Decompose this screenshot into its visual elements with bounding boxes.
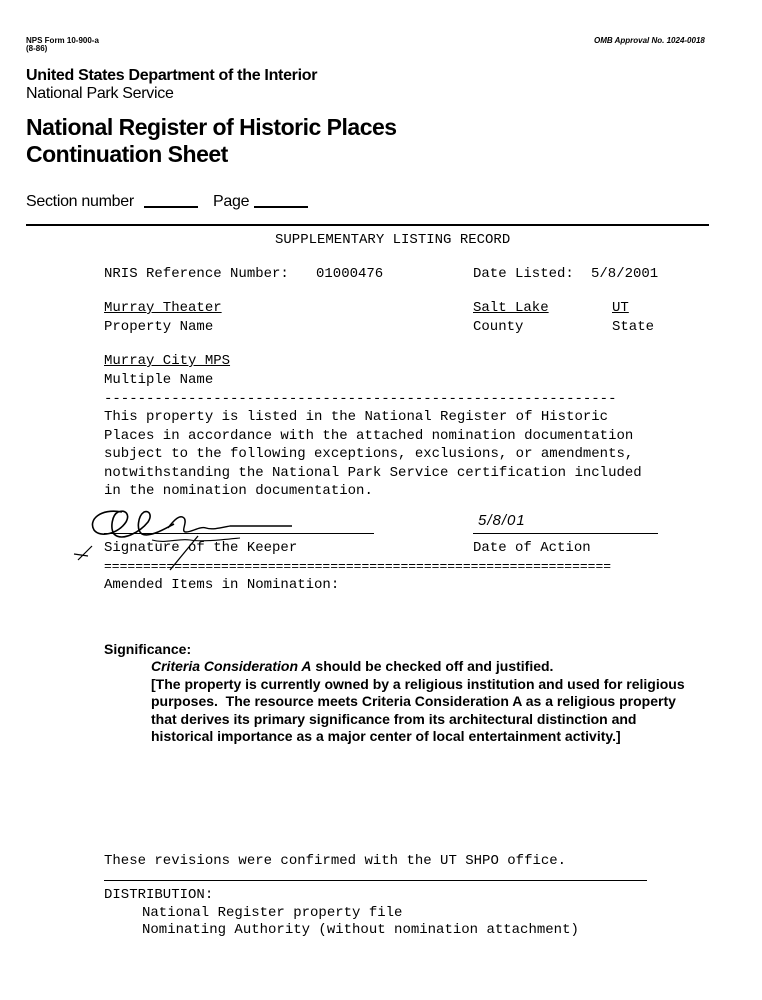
significance-heading: Significance: (104, 641, 192, 657)
significance-line-3: that derives its primary significance from its architectural distinction and (151, 711, 637, 727)
distribution-item-1: National Register property file (142, 905, 403, 921)
significance-line-1: [The property is currently owned by a religious institution and used for religious (151, 676, 685, 692)
property-name: Murray Theater (104, 300, 222, 316)
amended-items-label: Amended Items in Nomination: (104, 577, 340, 593)
omb-approval: OMB Approval No. 1024-0018 (594, 36, 705, 45)
multiple-name-label: Multiple Name (104, 372, 214, 388)
form-number: NPS Form 10-900-a (26, 36, 99, 45)
date-action-label: Date of Action (473, 540, 591, 556)
form-revision: (8-86) (26, 44, 48, 53)
distribution-divider (104, 880, 647, 881)
page-subtitle: Continuation Sheet (26, 141, 228, 167)
nris-value: 01000476 (316, 266, 384, 282)
section-number-label: Section number (26, 193, 134, 210)
page-blank (254, 206, 308, 208)
confirmation-note: These revisions were confirmed with the UT SHPO office. (104, 853, 567, 869)
multiple-name: Murray City MPS (104, 353, 231, 369)
department-name: United States Department of the Interior (26, 67, 318, 84)
property-name-label: Property Name (104, 319, 214, 335)
equals-rule: ================================================================= (104, 559, 612, 574)
county: Salt Lake (473, 300, 549, 316)
dash-rule: ------------------------------------------------------------- (104, 391, 617, 407)
date-action-handwritten: 5/8/01 (478, 512, 526, 529)
statement-line-2: Places in accordance with the attached nomination documentation (104, 428, 634, 444)
statement-line-3: subject to the following exceptions, exclusions, or amendments, (104, 446, 634, 462)
significance-line-4: historical importance as a major center of local entertainment activity.] (151, 728, 621, 744)
criteria-rest: should be checked off and justified. (311, 658, 554, 674)
section-number-blank (144, 206, 198, 208)
state-label: State (612, 319, 655, 335)
nris-label: NRIS Reference Number: (104, 266, 289, 282)
page-title: National Register of Historic Places (26, 114, 397, 140)
distribution-heading: DISTRIBUTION: (104, 887, 214, 903)
header-divider (26, 224, 709, 226)
signature-label: Signature of the Keeper (104, 540, 298, 556)
statement-line-5: in the nomination documentation. (104, 483, 373, 499)
service-name: National Park Service (26, 85, 174, 102)
state: UT (612, 300, 629, 316)
distribution-item-2: Nominating Authority (without nomination attachment) (142, 922, 579, 938)
significance-line-2: purposes. The resource meets Criteria Consideration A as a religious property (151, 693, 676, 709)
statement-line-1: This property is listed in the National Register of Historic (104, 409, 609, 425)
statement-line-4: notwithstanding the National Park Service certification included (104, 465, 642, 481)
date-action-line (473, 533, 658, 534)
record-heading: SUPPLEMENTARY LISTING RECORD (275, 232, 511, 248)
criteria-name: Criteria Consideration A (151, 658, 312, 674)
date-listed-value: 5/8/2001 (591, 266, 659, 282)
county-label: County (473, 319, 524, 335)
page-label: Page (213, 193, 250, 210)
criteria-line (151, 658, 553, 674)
date-listed-label: Date Listed: (473, 266, 574, 282)
